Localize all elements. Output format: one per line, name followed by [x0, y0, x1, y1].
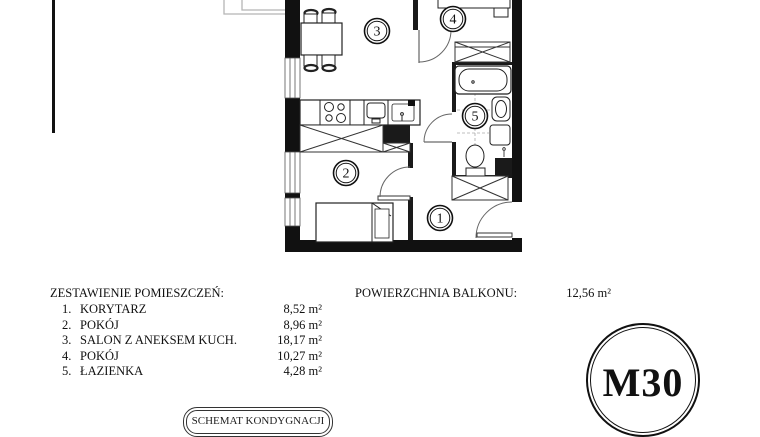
bathroom-sink: [492, 97, 510, 121]
room-row-name: POKÓJ: [80, 317, 119, 332]
window-room2-b: [285, 198, 300, 226]
unit-badge-ring: [590, 327, 696, 433]
balcony-area: [355, 286, 611, 301]
room-number-5: 5: [471, 109, 479, 125]
room-row-area: 10,27 m²: [277, 348, 322, 363]
room-row-number: 2.: [62, 317, 72, 332]
room-list-row-2: [50, 318, 322, 333]
wardrobe-corridor: [452, 176, 508, 200]
room-row-number: 1.: [62, 302, 72, 317]
window-living-room: [285, 58, 300, 98]
door-bathroom: [424, 114, 452, 142]
bathtub: [455, 66, 511, 94]
wardrobe-small: [383, 143, 410, 152]
room-list-row-1: [50, 302, 322, 317]
washing-machine: [490, 125, 510, 145]
room-row-number: 3.: [62, 333, 72, 348]
window-room2-a: [285, 152, 300, 193]
room-circle-2: [334, 161, 359, 186]
schema-button-label: SCHEMAT KONDYGNACJI: [191, 415, 325, 427]
unit-badge: [586, 323, 700, 437]
room-list: [50, 286, 322, 379]
room-number-1: 1: [436, 211, 444, 227]
schema-button[interactable]: [183, 407, 333, 437]
unit-badge-label: M30: [602, 359, 684, 405]
bed-room2: [316, 203, 393, 242]
room-row-area: 18,17 m²: [277, 333, 322, 348]
door-room4: [419, 30, 451, 63]
room-list-row-3: [50, 333, 322, 348]
room-row-area: 8,96 m²: [283, 317, 322, 332]
room-row-name: POKÓJ: [80, 348, 119, 363]
room-circle-5: [463, 104, 488, 129]
balcony-area-label: POWIERZCHNIA BALKONU:: [355, 286, 518, 300]
room-list-title: ZESTAWIENIE POMIESZCZEŃ:: [50, 286, 225, 300]
room-number-3: 3: [373, 24, 381, 40]
toilet: [466, 145, 485, 176]
schema-button-ring: [186, 410, 330, 434]
room-row-number: 5.: [62, 364, 72, 379]
dining-table: [301, 23, 342, 55]
wardrobe-room4: [455, 42, 510, 62]
door-room2: [378, 167, 410, 200]
room-row-name: SALON Z ANEKSEM KUCH.: [80, 333, 237, 348]
room-list-row-4: [50, 349, 322, 364]
dining-set: [301, 9, 342, 71]
room-circle-3: [365, 19, 390, 44]
balcony-area-value: 12,56 m²: [566, 286, 611, 300]
door-entrance: [476, 202, 512, 238]
room-row-name: ŁAZIENKA: [80, 364, 144, 379]
room-row-area: 8,52 m²: [283, 302, 322, 317]
room-circle-1: [428, 206, 453, 231]
room-number-2: 2: [342, 166, 350, 182]
room-list-row-5: [50, 364, 322, 379]
room-row-area: 4,28 m²: [283, 364, 322, 379]
room-row-number: 4.: [62, 348, 72, 363]
room-circle-4: [441, 7, 466, 32]
room-row-name: KORYTARZ: [80, 302, 147, 317]
valve-symbol: [503, 147, 506, 157]
wardrobe-room2: [300, 125, 383, 152]
room-number-4: 4: [449, 12, 457, 28]
section-line: [52, 0, 55, 133]
dining-chairs-bottom: [304, 55, 336, 71]
kitchen-counter: [300, 100, 420, 125]
balcony-railing: [224, 0, 286, 14]
